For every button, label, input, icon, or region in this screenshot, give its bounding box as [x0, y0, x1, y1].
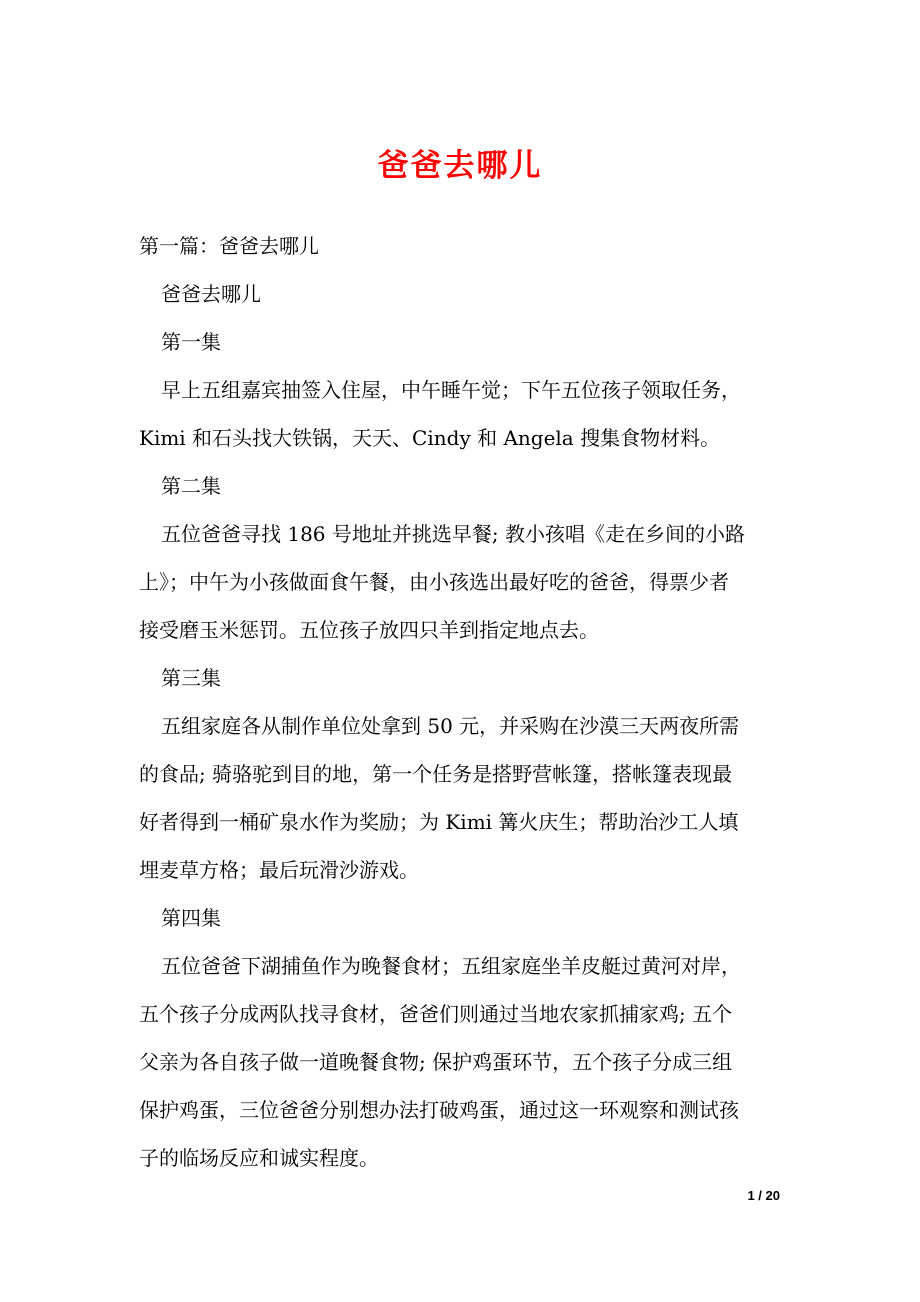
paragraph-line: 父亲为各自孩子做一道晚餐食物; 保护鸡蛋环节，五个孩子分成三组: [139, 1050, 733, 1074]
episode-heading-3: 第三集: [161, 666, 221, 690]
paragraph-line: 好者得到一桶矿泉水作为奖励；为 Kimi 篝火庆生；帮助治沙工人填: [139, 810, 739, 834]
paragraph-line: 五组家庭各从制作单位处拿到 50 元，并采购在沙漠三天两夜所需: [161, 714, 740, 738]
paragraph-line: 五位爸爸下湖捕鱼作为晚餐食材；五组家庭坐羊皮艇过黄河对岸，: [161, 954, 741, 978]
paragraph-line: 保护鸡蛋，三位爸爸分别想办法打破鸡蛋，通过这一环观察和测试孩: [139, 1098, 739, 1122]
paragraph-line: 接受磨玉米惩罚。五位孩子放四只羊到指定地点去。: [139, 618, 599, 642]
paragraph-line: 子的临场反应和诚实程度。: [139, 1146, 379, 1170]
paragraph-line: 上》；中午为小孩做面食午餐，由小孩选出最好吃的爸爸，得票少者: [139, 570, 729, 594]
paragraph-line: Kimi 和石头找大铁锅，天天、Cindy 和 Angela 搜集食物材料。: [139, 426, 721, 450]
paragraph-line: 五位爸爸寻找 186 号地址并挑选早餐; 教小孩唱《走在乡间的小路: [161, 522, 745, 546]
episode-heading-4: 第四集: [161, 906, 221, 930]
paragraph-line: 五个孩子分成两队找寻食材，爸爸们则通过当地农家抓捕家鸡; 五个: [139, 1002, 733, 1026]
episode-heading-1: 第一集: [161, 330, 221, 354]
paragraph-line: 的食品; 骑骆驼到目的地，第一个任务是搭野营帐篷，搭帐篷表现最: [139, 762, 733, 786]
paragraph-line: 埋麦草方格；最后玩滑沙游戏。: [139, 858, 419, 882]
paragraph-line: 早上五组嘉宾抽签入住屋，中午睡午觉；下午五位孩子领取任务，: [161, 378, 741, 402]
episode-heading-2: 第二集: [161, 474, 221, 498]
section-heading: 第一篇：爸爸去哪儿: [139, 234, 319, 258]
document-title: 爸爸去哪儿: [377, 148, 543, 184]
document-body: [139, 222, 789, 1182]
subtitle-line: 爸爸去哪儿: [161, 282, 261, 306]
page-number: 1 / 20: [747, 1188, 780, 1203]
